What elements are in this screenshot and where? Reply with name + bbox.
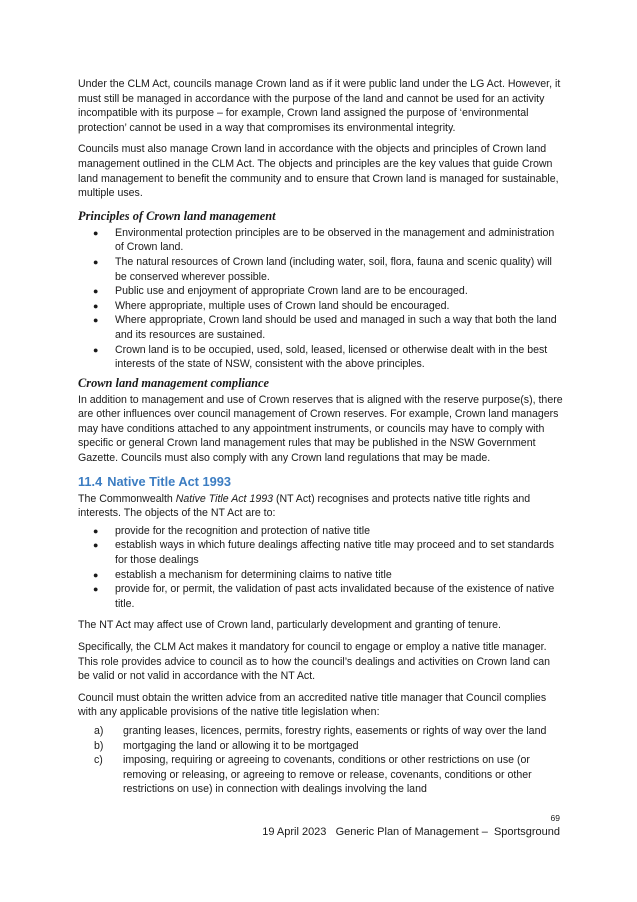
list-item: a) granting leases, licences, permits, forestry rights, easements or rights of way over the land bbox=[94, 724, 547, 737]
native-title-intro: The Commonwealth Native Title Act 1993 (NT Act) recognises and protects native title rights and interests. The objects of the NT Act are to: bbox=[78, 492, 531, 520]
conditions-list bbox=[78, 724, 564, 797]
compliance-paragraph: In addition to management and use of Crown reserves that is aligned with the reserve purpose(s), there are other influences over council management of Crown reserves. For example, Crown land managers may have conditions attached to any appointment instruments, or councils may have to comply with specific or general Crown land management rules that may be published in the NSW Government Gazette. Councils must also comply with any Crown land regulations that may be made. bbox=[78, 393, 563, 465]
bullet-icon: ● bbox=[93, 286, 99, 297]
bullet-icon: ● bbox=[93, 525, 99, 536]
list-item: ● Where appropriate, Crown land should be used and managed in such a way that both the land and its resources are sustained. bbox=[93, 314, 557, 341]
list-item: ● Environmental protection principles are to be observed in the management and administration of Crown land. bbox=[93, 226, 555, 254]
section-heading bbox=[78, 473, 564, 490]
body-paragraph: Specifically, the CLM Act makes it mandatory for council to engage or employ a native title manager. This role provides advice to council as to how the council’s dealings and activities on Crown land can be valid or not valid in accordance with the NT Act. bbox=[78, 641, 551, 683]
footer-text: 19 April 2023 Generic Plan of Management – Sportsground bbox=[262, 826, 560, 838]
nt-objects-list bbox=[78, 524, 564, 612]
principles-heading: Principles of Crown land management bbox=[78, 208, 276, 223]
body-paragraph: Councils must also manage Crown land in accordance with the objects and principles of Crown land management outlined in the CLM Act. The objects and principles are the key values that guide Crown land management to benefit the community and to ensure that Crown land is managed for sustainable, multiple uses. bbox=[78, 143, 559, 200]
bullet-icon: ● bbox=[93, 300, 99, 311]
list-item: b) mortgaging the land or allowing it to be mortgaged bbox=[94, 739, 359, 752]
list-item: ● Public use and enjoyment of appropriate Crown land are to be encouraged. bbox=[93, 285, 468, 298]
bullet-icon: ● bbox=[93, 344, 99, 355]
list-item: ● provide for, or permit, the validation of past acts invalidated because of the existence of native title. bbox=[93, 583, 555, 610]
list-item: ● provide for the recognition and protection of native title bbox=[93, 524, 370, 537]
list-item: c) imposing, requiring or agreeing to covenants, conditions or other restrictions on use (or removing or releasing, or agreeing to remove or release, covenants, conditions or other restrictions on use) in connection with dealings involving the land bbox=[94, 754, 532, 796]
compliance-heading: Crown land management compliance bbox=[78, 375, 270, 390]
list-item: ● establish ways in which future dealings affecting native title may proceed and to set standards for those dealings bbox=[93, 539, 555, 567]
section-number: 11.4 bbox=[78, 473, 103, 489]
body-paragraph: Under the CLM Act, councils manage Crown land as if it were public land under the LG Act. However, it must still be managed in accordance with the purpose of the land and cannot be used for an activity incompatible with its purpose – for example, Crown land assigned the purpose of ‘environmental protection’ cannot be used in a way that compromises its environmental integrity. bbox=[78, 78, 561, 134]
list-item: ● Where appropriate, multiple uses of Crown land should be encouraged. bbox=[93, 299, 450, 312]
bullet-icon: ● bbox=[93, 256, 99, 267]
list-item: ● The natural resources of Crown land (including water, soil, flora, fauna and scenic quality) will be conserved wherever possible. bbox=[93, 255, 552, 283]
page-number: 69 bbox=[550, 813, 560, 823]
body-paragraph: Council must obtain the written advice from an accredited native title manager that Council complies with any applicable provisions of the native title legislation when: bbox=[78, 691, 547, 719]
list-marker: a) bbox=[94, 724, 104, 737]
principles-list bbox=[78, 226, 564, 372]
page-body bbox=[78, 77, 564, 797]
bullet-icon: ● bbox=[93, 227, 99, 238]
bullet-icon: ● bbox=[93, 315, 99, 326]
section-title: Native Title Act 1993 bbox=[107, 473, 231, 489]
list-item: ● Crown land is to be occupied, used, sold, leased, licensed or otherwise dealt with in the best interests of the state of NSW, consistent with the above principles. bbox=[93, 343, 548, 371]
bullet-icon: ● bbox=[93, 569, 99, 580]
list-item: ● establish a mechanism for determining claims to native title bbox=[93, 568, 392, 581]
act-name: Native Title Act 1993 bbox=[175, 492, 274, 505]
body-paragraph: The NT Act may affect use of Crown land, particularly development and granting of tenure. bbox=[78, 619, 501, 632]
list-marker: b) bbox=[94, 739, 104, 752]
list-marker: c) bbox=[94, 754, 103, 767]
bullet-icon: ● bbox=[93, 540, 99, 551]
bullet-icon: ● bbox=[93, 584, 99, 595]
